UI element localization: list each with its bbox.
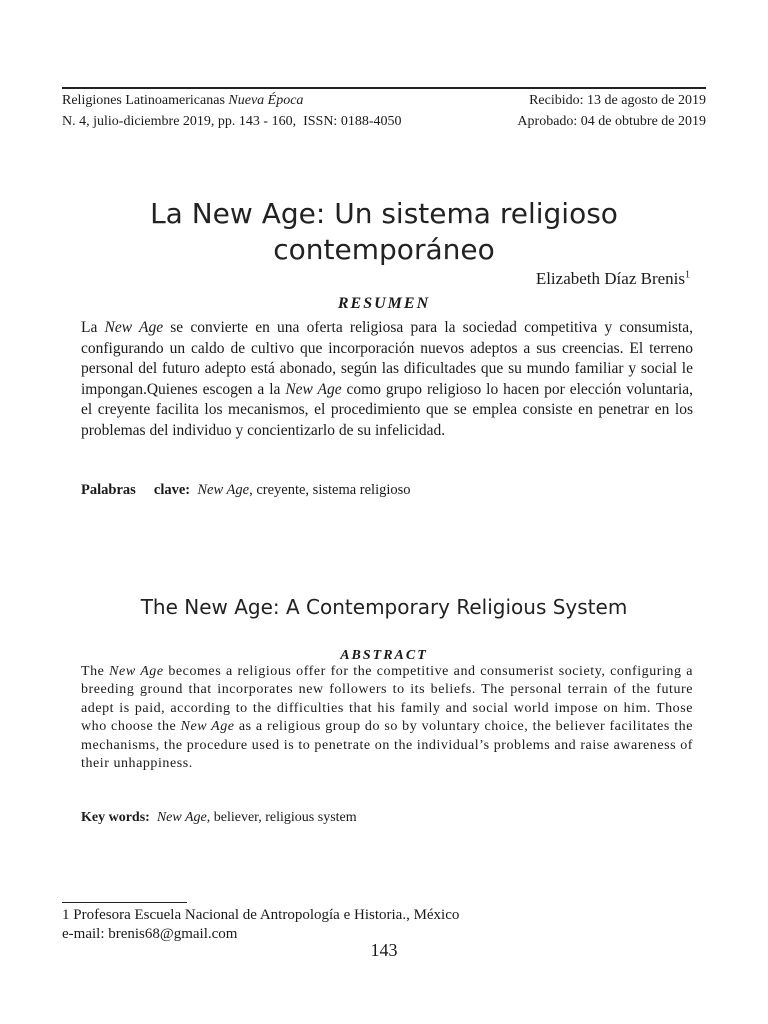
author-name: Elizabeth Díaz Brenis (535, 269, 685, 288)
header-rule (62, 87, 706, 89)
article-title (62, 196, 706, 268)
palabras-clave (81, 482, 411, 499)
resumen-text-2: se convierte en una oferta religiosa para la sociedad competitiva y consumista, configurando un caldo de cultivo que incorporación nuevos adeptos a sus creencias. El terreno personal del futuro adepto está abonado, según las dificultades que su mundo familiar y social le impongan.Quienes escogen a la (81, 319, 693, 398)
issue-info: N. 4, julio-diciembre 2019, pp. 143 - 160, (62, 114, 297, 129)
journal-header-row-1 (62, 92, 706, 110)
resumen-heading: RESUMEN (337, 295, 431, 312)
received-date: Recibido: 13 de agosto de 2019 (529, 93, 706, 108)
palabras-clave-list: , creyente, sistema religioso (249, 482, 411, 498)
article-title-line-2: contemporáneo (273, 233, 495, 266)
journal-name: Religiones Latinoamericanas (62, 93, 225, 108)
footnote-rule (62, 902, 187, 903)
resumen-body (81, 318, 693, 441)
approved-date: Aprobado: 04 de obtubre de 2019 (517, 114, 706, 129)
article-title-line-1: La New Age: Un sistema religioso (150, 197, 618, 230)
abstract-body (81, 663, 693, 773)
abstract-italic-2: New Age (180, 719, 235, 735)
journal-header-row-2 (62, 113, 706, 131)
resumen-italic-2: New Age (285, 380, 342, 398)
palabras-clave-label: Palabras clave: (81, 482, 191, 498)
footnote-affiliation: 1 Profesora Escuela Nacional de Antropología e Historia., México (62, 907, 460, 923)
journal-name-italic: Nueva Época (228, 93, 304, 108)
abstract-text-1: The (81, 664, 110, 679)
issn: ISSN: 0188-4050 (303, 114, 402, 129)
author-footnote-mark: 1 (685, 269, 690, 281)
resumen-italic-1: New Age (104, 319, 164, 336)
abstract-text-2: becomes a religious offer for the competitive and consumerist society, configuring a breeding ground that incorporates new followers to its beliefs. The personal terrain of the future adept is paid, according to the difficulties that his family and social world impose on him. Those who choose the (81, 664, 694, 735)
key-words (81, 810, 357, 826)
abstract-text-3: as a religious group do so by voluntary choice, the believer facilitates the mechanisms, the procedure used is to penetrate on the individual’s problems and raise awareness of their unhappiness. (81, 719, 693, 772)
key-words-label: Key words: (81, 810, 150, 825)
abstract-italic-1: New Age (109, 664, 164, 679)
abstract-heading: ABSTRACT (340, 648, 428, 663)
page-number: 143 (370, 940, 398, 960)
palabras-clave-italic: New Age (197, 482, 250, 498)
resumen-text-1: La (81, 319, 105, 336)
author (536, 269, 690, 289)
key-words-list: , believer, religious system (206, 810, 357, 825)
key-words-italic: New Age (156, 810, 207, 825)
english-title: The New Age: A Contemporary Religious System (140, 595, 628, 619)
resumen-text-3: como grupo religioso lo hacen por elección voluntaria, el creyente facilita los mecanismos, el procedimiento que se emplea consiste en penetrar en los problemas del individuo y concientizarlo de su infelicidad. (81, 380, 694, 439)
footnote-email: e-mail: brenis68@gmail.com (62, 926, 238, 942)
